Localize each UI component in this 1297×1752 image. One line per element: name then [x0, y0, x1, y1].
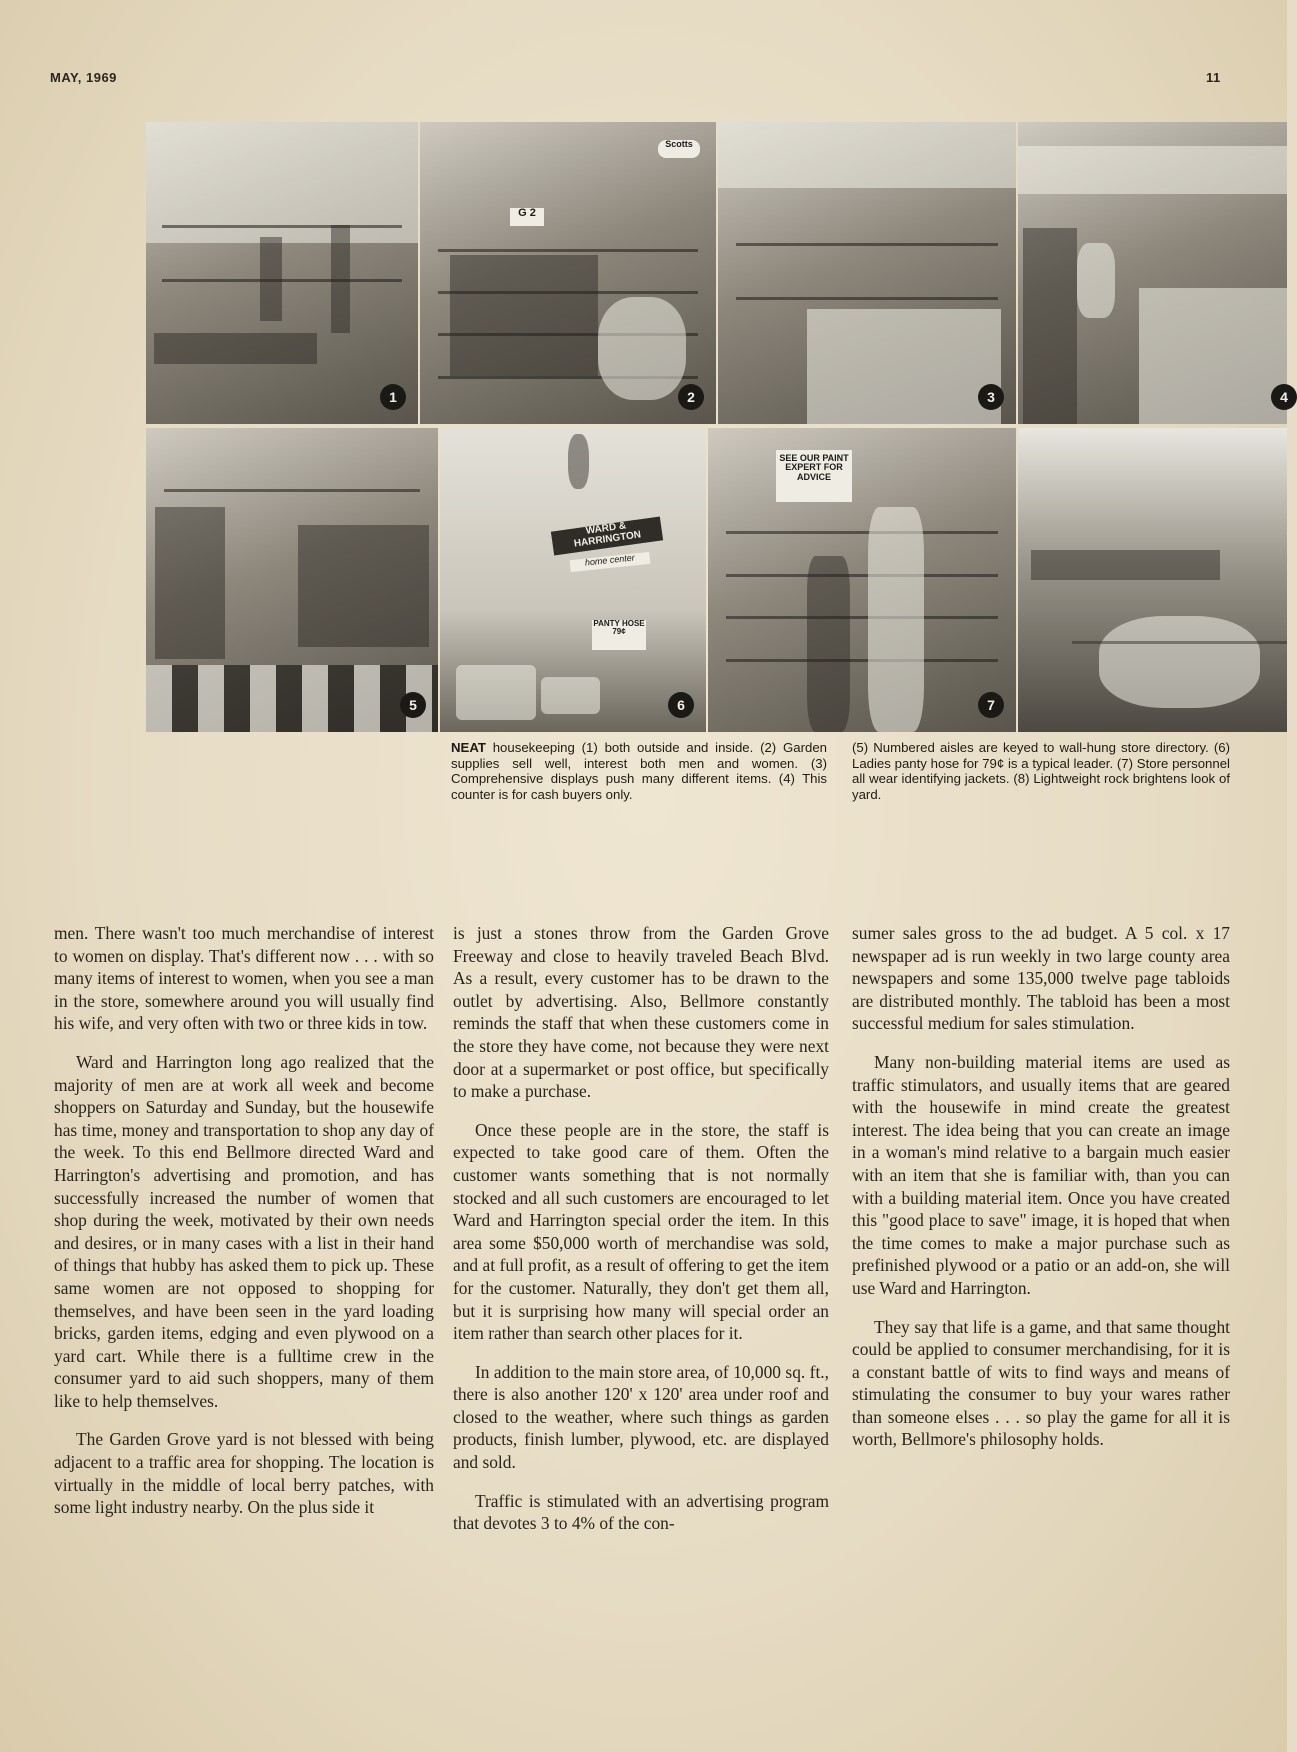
paragraph: They say that life is a game, and that same thought could be applied to consumer merchandising, for it is a constant battle of wits to find ways and means of stimulating the consumer to buy your wares rather than someone elses . . . so play the game for all it is worth, Bellmore's philosophy holds.: [852, 1316, 1230, 1450]
store-sign: WARD & HARRINGTON: [551, 516, 663, 555]
aisle-sign: G 2: [510, 208, 544, 226]
paragraph: Once these people are in the store, the staff is expected to take good care of them. Often the customer wants something that is not normally stocked and all such customers are encouraged to let Ward and Harrington special order the item. In this area some $50,000 worth of merchandise was sold, and at full profit, as a result of offering to get the item for the customer. Naturally, they don't get them all, but it is surprising how many will special order an item rather than search other places for it.: [453, 1119, 829, 1344]
paragraph: Many non-building material items are used as traffic stimulators, and usually items that are geared with the housewife in mind create the greatest interest. The idea being that you can create an image in a woman's mind relative to a bargain much easier with an item that she is familiar with, than you can with a building material item. Once you have created this "good place to save" image, it is hoped that when the time comes to make a major purchase such as prefinished plywood or a patio or an add-on, she will use Ward and Harrington.: [852, 1051, 1230, 1298]
photo-caption-left: [451, 740, 827, 802]
paint-expert-sign: SEE OUR PAINT EXPERT FOR ADVICE: [776, 450, 852, 502]
brand-sign: Scotts: [658, 140, 700, 158]
photo-number-badge: 7: [978, 692, 1004, 718]
photo-number-badge: 5: [400, 692, 426, 718]
photo-number-badge: 4: [1271, 384, 1297, 410]
article-column-3: [852, 922, 1230, 1467]
article-column-2: [453, 922, 829, 1551]
store-subsign: home center: [570, 552, 651, 572]
caption-left-text: housekeeping (1) both outside and inside. (2) Garden supplies sell well, interest both men and women. (3) Comprehensive displays push many different items. (4) This counter is for cash buyers only.: [451, 740, 827, 802]
photo-1: [146, 122, 418, 424]
photo-7: [708, 428, 1016, 732]
photo-8: [1018, 428, 1287, 732]
paragraph: is just a stones throw from the Garden Grove Freeway and close to heavily traveled Beach Blvd. As a result, every customer has to be drawn to the outlet by advertising. Also, Bellmore constantly reminds the staff that when these customers come in the store they have come, not because they were next door at a supermarket or post office, but specifically to make a purchase.: [453, 923, 829, 1102]
photo-number-badge: 2: [678, 384, 704, 410]
article-column-1: [54, 922, 434, 1535]
photo-4: [1018, 122, 1287, 424]
paragraph: sumer sales gross to the ad budget. A 5 col. x 17 newspaper ad is run weekly in two large county area newspapers and some 135,000 twelve page tabloids are distributed monthly. The tabloid has been a most successful medium for sales stimulation.: [852, 923, 1230, 1034]
paragraph: The Garden Grove yard is not blessed with being adjacent to a traffic area for shopping. The location is virtually in the middle of local berry patches, with some light industry nearby. On the plus side it: [54, 1429, 434, 1518]
paragraph: Ward and Harrington long ago realized that the majority of men are at work all week and become shoppers on Saturday and Sunday, but the housewife has time, money and transportation to shop any day of the week. To this end Bellmore directed Ward and Harrington's advertising and promotion, and has successfully increased the number of women that shop during the week, motivated by their own needs and desires, or in many cases with a list in their hand of things that hubby has asked them to pick up. These same women are not opposed to shopping for themselves, and have been seen in the yard loading bricks, garden items, edging and even plywood on a yard cart. While there is a fulltime crew in the consumer yard to aid such shoppers, many of them like to help themselves.: [54, 1051, 434, 1411]
photo-number-badge: 3: [978, 384, 1004, 410]
photo-6: [440, 428, 706, 732]
photo-caption-right: (5) Numbered aisles are keyed to wall-hung store directory. (6) Ladies panty hose for 79¢ is a typical leader. (7) Store personnel all wear identifying jackets. (8) Lightweight rock brightens look of yard.: [852, 740, 1230, 802]
photo-2: [420, 122, 716, 424]
photo-number-badge: 6: [668, 692, 694, 718]
price-board: PANTY HOSE 79¢: [592, 620, 646, 650]
issue-date: MAY, 1969: [50, 70, 117, 85]
paragraph: Traffic is stimulated with an advertising program that devotes 3 to 4% of the con-: [453, 1490, 829, 1534]
page-number: 11: [1206, 70, 1221, 85]
photo-5: [146, 428, 438, 732]
paragraph: men. There wasn't too much merchandise of interest to women on display. That's different now . . . with so many items of interest to women, when you see a man in the store, somewhere around you will usually find his wife, and very often with two or three kids in tow.: [54, 923, 434, 1034]
paragraph: In addition to the main store area, of 10,000 sq. ft., there is also another 120' x 120' area under roof and closed to the weather, where such things as garden products, finish lumber, plywood, etc. are displayed and sold.: [453, 1361, 829, 1473]
photo-3: [718, 122, 1016, 424]
caption-lead-word: NEAT: [451, 740, 486, 755]
photo-number-badge: 1: [380, 384, 406, 410]
